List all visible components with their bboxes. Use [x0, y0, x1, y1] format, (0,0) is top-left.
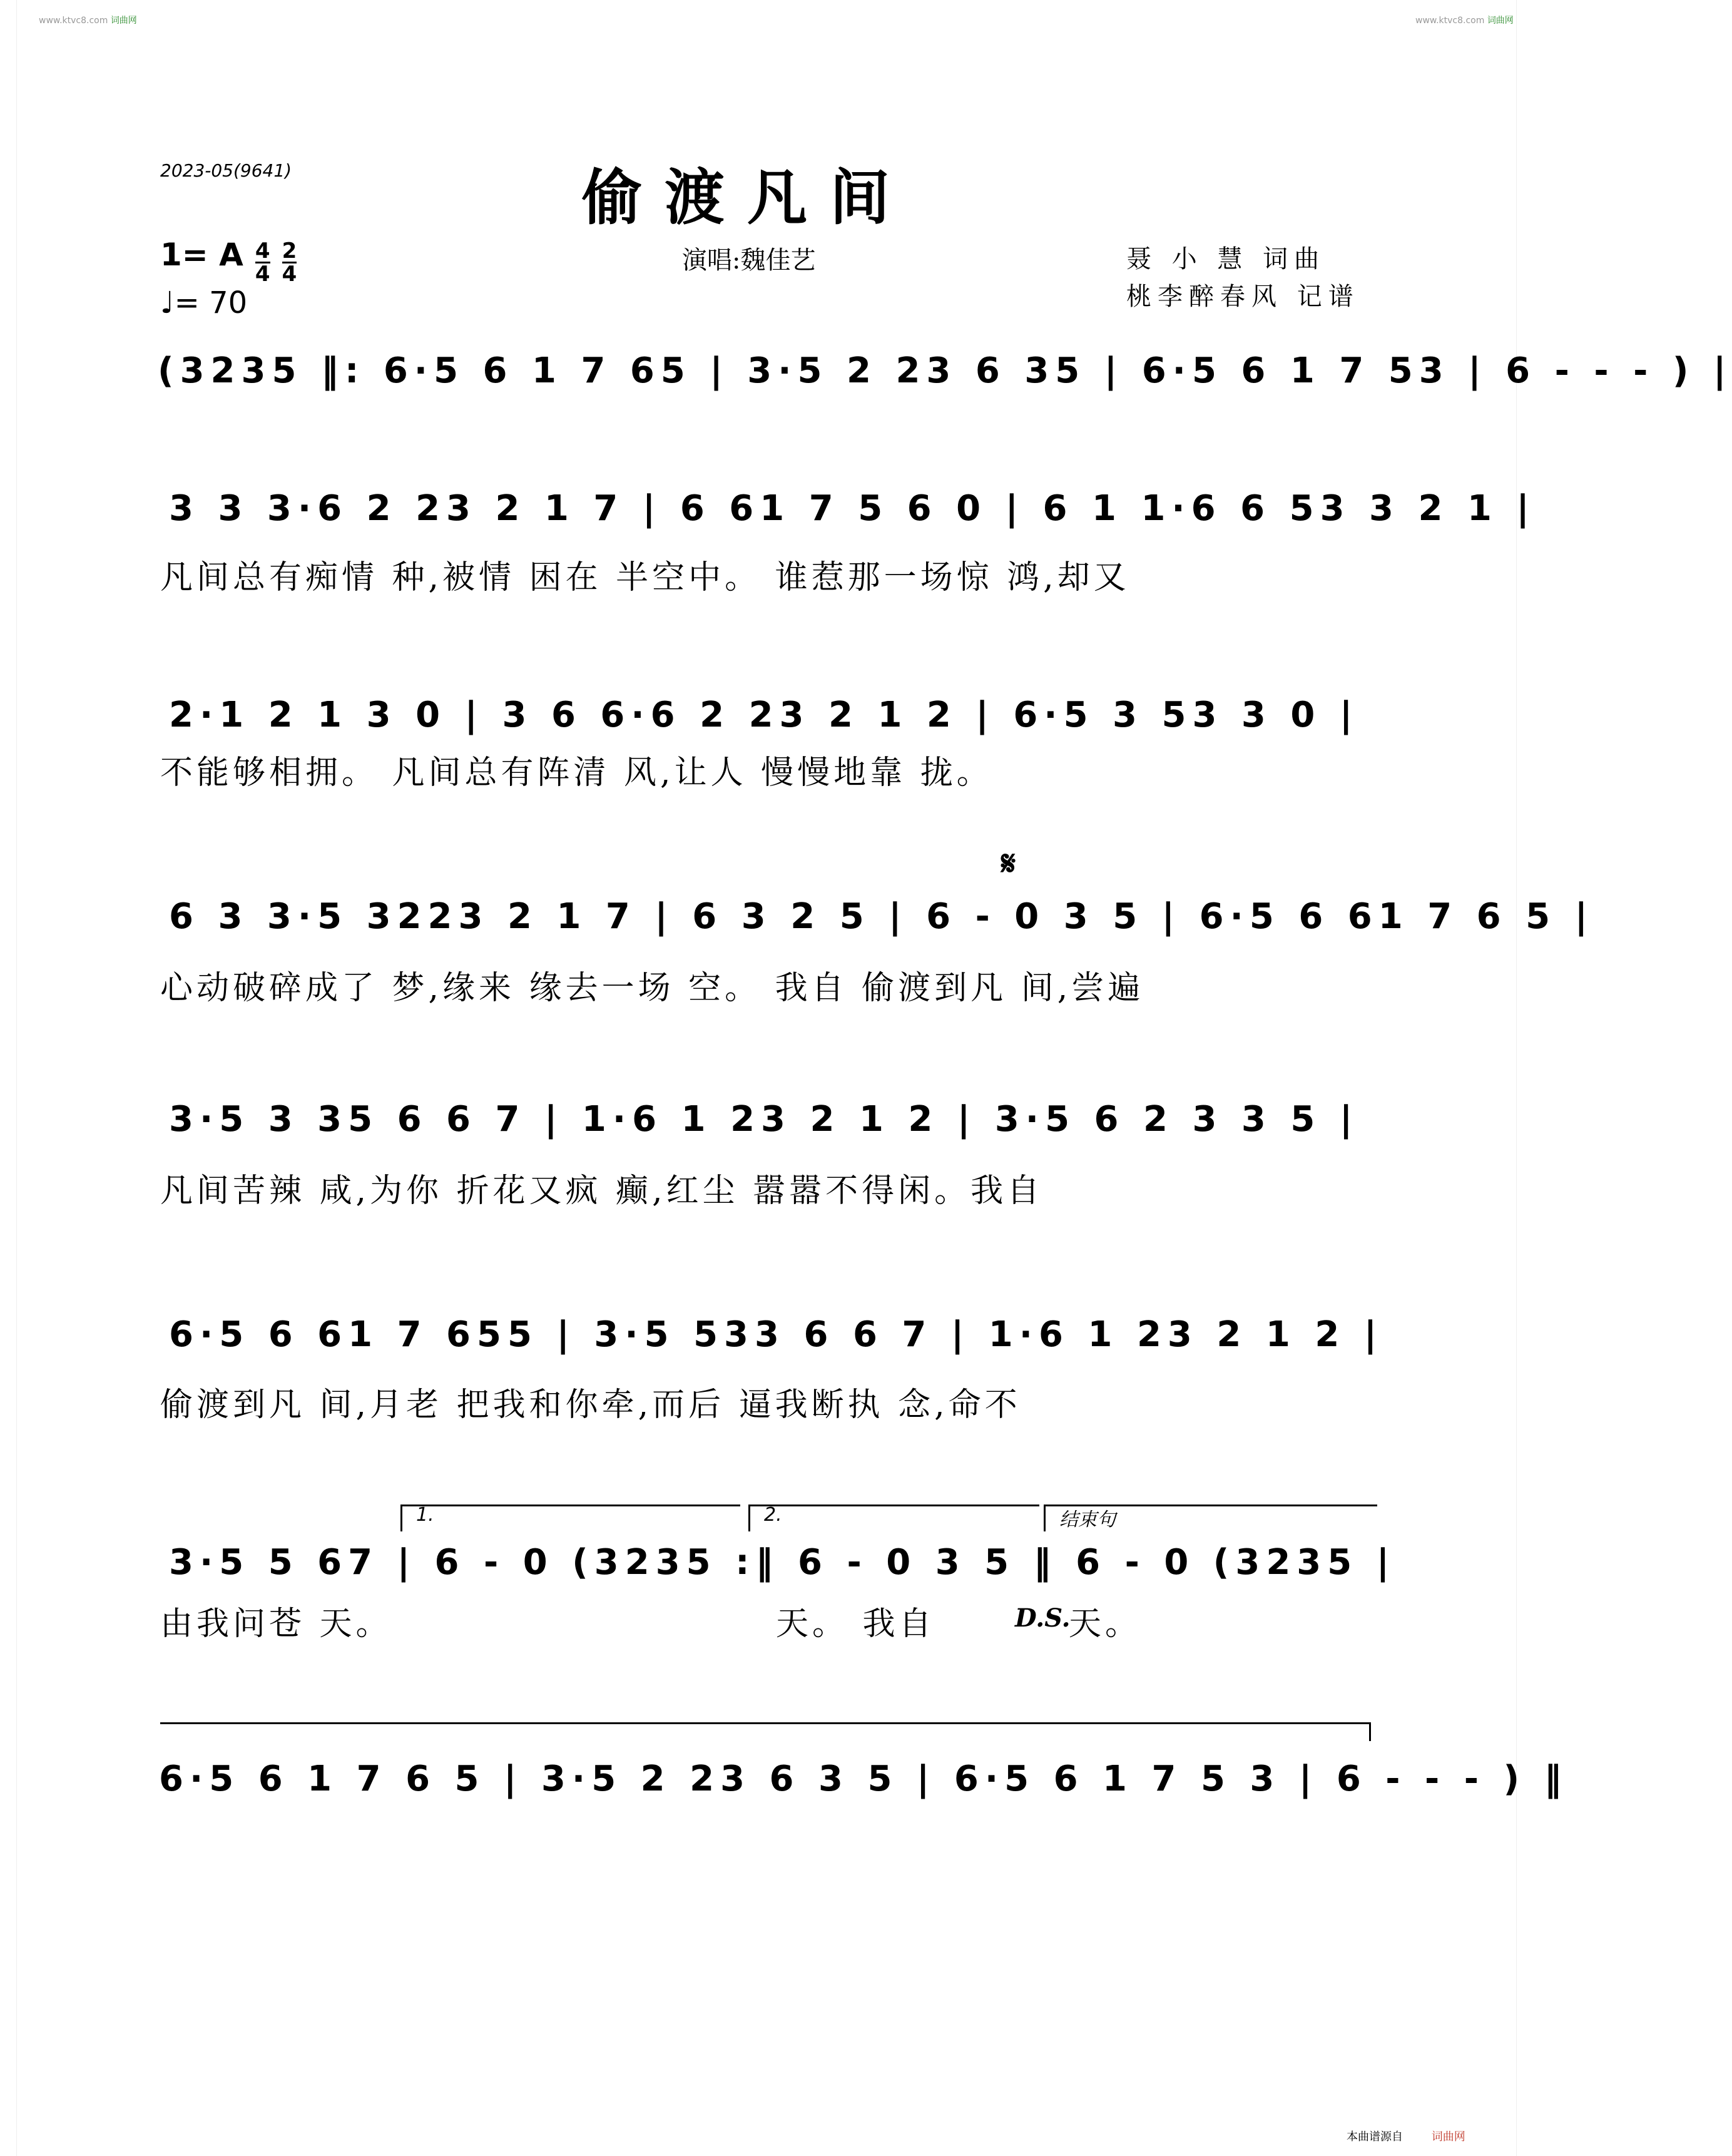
left-margin-strip: [0, 0, 17, 2156]
footer-source: [1347, 2128, 1465, 2144]
dal-segno-mark: D.S.: [1015, 1603, 1071, 1633]
tempo-mark: ♩= 70: [160, 285, 248, 320]
volta-label: 1.: [416, 1504, 434, 1526]
watermark-site: 词曲网: [110, 16, 137, 26]
volta-label: 2.: [764, 1504, 782, 1526]
segno-sign: 𝄋: [1001, 844, 1016, 883]
notation-line-intro: (3235 ‖: 6·5 6 1 7 65 | 3·5 2 23 6 35 | 6·5 6 1 7 53 | 6 - - - ) |: [158, 350, 1732, 391]
transcriber-credit: 桃李醉春风 记谱: [1126, 282, 1360, 311]
score-code: 2023-05(9641): [160, 160, 292, 181]
volta-ending-phrase: [1044, 1505, 1377, 1531]
lyrics-line-2: 不能够相拥。 凡间总有阵清 风,让人 慢慢地靠 拢。: [160, 754, 993, 792]
watermark-url: www.ktvc8.com: [1415, 16, 1485, 26]
watermark-site: 词曲网: [1487, 16, 1514, 26]
coda-top-line: [160, 1722, 1370, 1724]
footer-text: 本曲谱源自: [1347, 2130, 1403, 2143]
page-title: 偷渡凡间: [582, 162, 912, 233]
lyrics-line-6c: 天。: [1069, 1605, 1142, 1643]
lyrics-line-4: 凡间苦辣 咸,为你 折花又疯 癫,红尘 嚣嚣不得闲。我自: [160, 1172, 1044, 1210]
watermark-url: www.ktvc8.com: [39, 16, 108, 26]
lyrics-line-6b: 天。 我自: [776, 1605, 935, 1643]
composer-credit: 聂 小 慧 词曲: [1126, 245, 1326, 273]
time-signature-2: $\frac{2}{4}$: [282, 238, 297, 287]
watermark-top-right: [1415, 14, 1514, 26]
key-signature: [160, 237, 297, 285]
notation-line-7: 6·5 6 1 7 6 5 | 3·5 2 23 6 3 5 | 6·5 6 1 7 5 3 | 6 - - - ) ‖: [159, 1759, 1568, 1799]
right-margin-strip: [1516, 0, 1533, 2156]
notation-line-1: 3 3 3·6 2 23 2 1 7 | 6 61 7 5 6 0 | 6 1 1·6 6 53 3 2 1 |: [169, 488, 1536, 529]
lyrics-line-1: 凡间总有痴情 种,被情 困在 半空中。 谁惹那一场惊 鸿,却又: [160, 559, 1130, 596]
notation-line-3: 6 3 3·5 3223 2 1 7 | 6 3 2 5 | 6 - 0 3 5 | 6·5 6 61 7 6 5 |: [169, 896, 1594, 937]
volta-label: 结束句: [1059, 1509, 1116, 1531]
singer-credit: 演唱:魏佳艺: [682, 246, 816, 275]
lyrics-line-5: 偷渡到凡 间,月老 把我和你牵,而后 逼我断执 念,命不: [160, 1386, 1021, 1424]
coda-line-end: [1369, 1722, 1371, 1741]
notation-line-4: 3·5 3 35 6 6 7 | 1·6 1 23 2 1 2 | 3·5 6 2 3 3 5 |: [169, 1099, 1359, 1140]
volta-first-ending: [400, 1505, 740, 1531]
key-label: 1= A: [160, 237, 243, 273]
notation-line-6: 3·5 5 67 | 6 - 0 (3235 :‖ 6 - 0 3 5 ‖ 6 - 0 (3235 |: [169, 1542, 1396, 1583]
footer-site: 词曲网: [1431, 2130, 1465, 2143]
time-signature-1: $\frac{4}{4}$: [255, 238, 270, 287]
notation-line-2: 2·1 2 1 3 0 | 3 6 6·6 2 23 2 1 2 | 6·5 3 53 3 0 |: [169, 695, 1359, 735]
lyrics-line-3: 心动破碎成了 梦,缘来 缘去一场 空。 我自 偷渡到凡 间,尝遍: [160, 969, 1144, 1007]
watermark-top-left: [39, 14, 137, 26]
lyrics-line-6a: 由我问苍 天。: [160, 1605, 392, 1643]
notation-line-5: 6·5 6 61 7 655 | 3·5 533 6 6 7 | 1·6 1 23 2 1 2 |: [169, 1314, 1383, 1355]
volta-second-ending: [748, 1505, 1039, 1531]
